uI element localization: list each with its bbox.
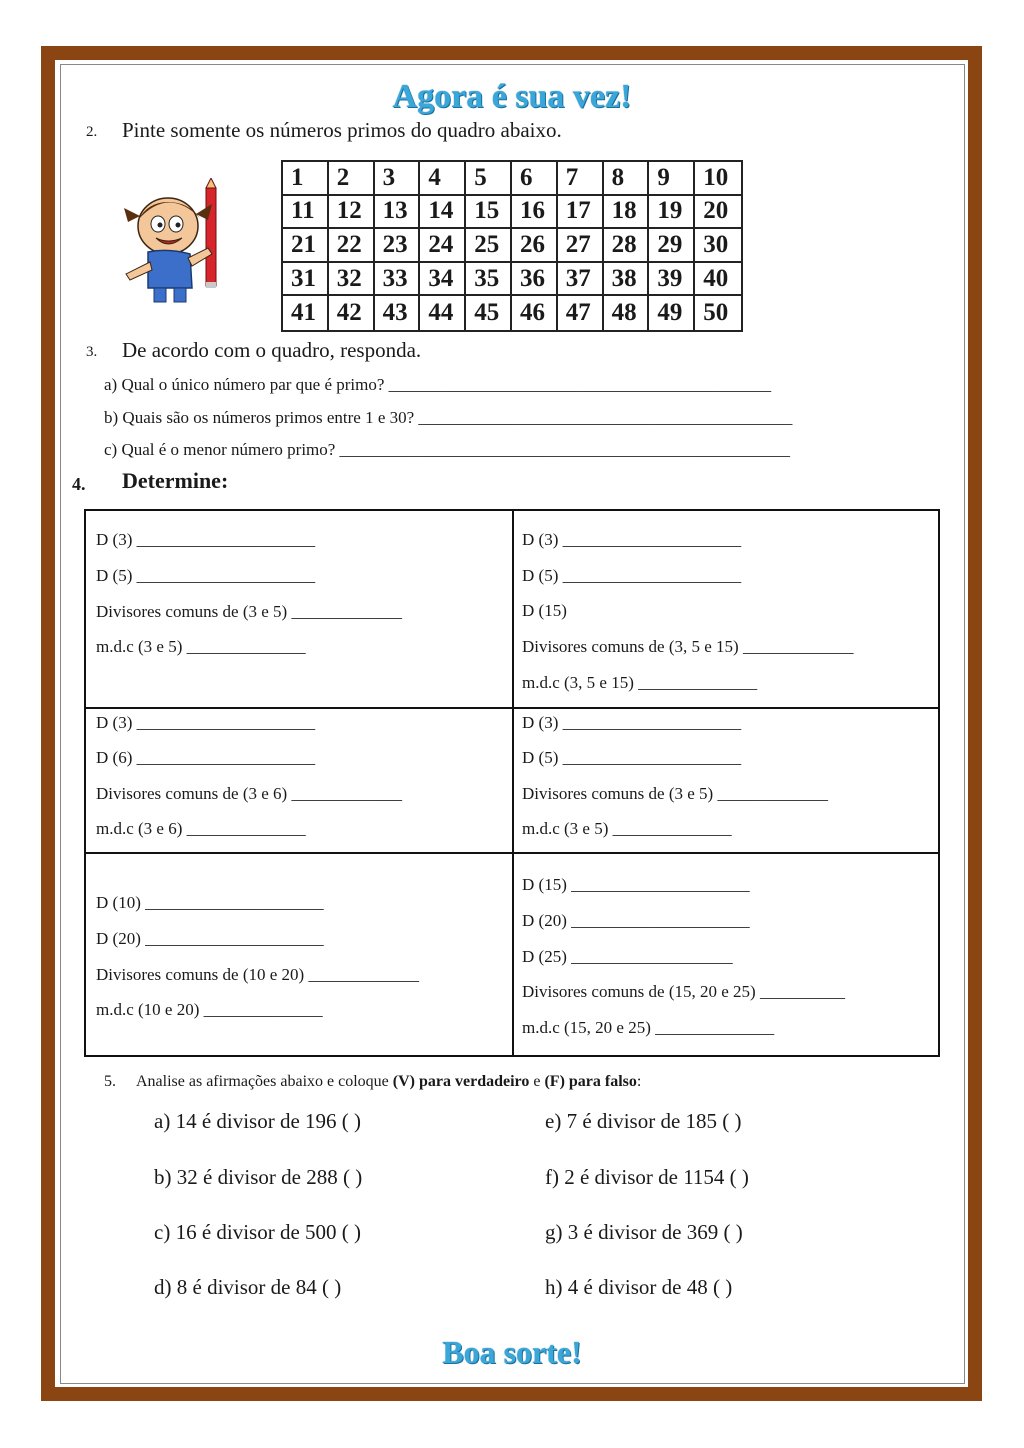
- q5-item-b: b) 32 é divisor de 288 ( ): [154, 1165, 363, 1189]
- grid-number-cell: 1: [283, 162, 327, 194]
- grid-number-cell: 24: [420, 229, 464, 261]
- q5-item-h: h) 4 é divisor de 48 ( ): [545, 1275, 733, 1299]
- q3-item-a: a) Qual o único número par que é primo? _____________________________________________: [104, 375, 772, 394]
- q4-number: 4.: [72, 474, 86, 494]
- grid-number-cell: 10: [695, 162, 741, 194]
- cell-6-line-5: m.d.c (15, 20 e 25) ______________: [522, 1018, 775, 1037]
- girl-with-pencil-illustration: [118, 178, 238, 308]
- grid-number-cell: 23: [375, 229, 419, 261]
- grid-number-cell: 5: [466, 162, 510, 194]
- grid-number-cell: 3: [375, 162, 419, 194]
- grid-number-cell: 8: [604, 162, 648, 194]
- cell-1-line-3: Divisores comuns de (3 e 5) _____________: [96, 602, 402, 621]
- q5-text-pre: Analise as afirmações abaixo e coloque: [136, 1073, 393, 1090]
- grid-number-cell: 32: [329, 263, 373, 295]
- grid-number-cell: 21: [283, 229, 327, 261]
- grid-number-cell: 45: [466, 296, 510, 330]
- grid-number-cell: 18: [604, 196, 648, 228]
- grid-number-cell: 2: [329, 162, 373, 194]
- grid-number-cell: 38: [604, 263, 648, 295]
- grid-number-cell: 37: [558, 263, 602, 295]
- grid-number-cell: 26: [512, 229, 556, 261]
- q5-text-f: (F) para falso: [544, 1073, 637, 1090]
- grid-number-cell: 47: [558, 296, 602, 330]
- cell-6-line-4: Divisores comuns de (15, 20 e 25) __________: [522, 982, 845, 1001]
- grid-number-cell: 50: [695, 296, 741, 330]
- q3-item-c: c) Qual é o menor número primo? _____________________________________________________: [104, 440, 791, 459]
- grid-number-cell: 44: [420, 296, 464, 330]
- q5-item-a: a) 14 é divisor de 196 ( ): [154, 1109, 362, 1133]
- q5-instruction: [136, 1073, 641, 1091]
- cell-3-line-1: D (3) _____________________: [96, 713, 316, 732]
- footer-message: Boa sorte!: [442, 1334, 582, 1370]
- q2-number: 2.: [86, 124, 98, 140]
- q5-item-c: c) 16 é divisor de 500 ( ): [154, 1220, 362, 1244]
- grid-number-cell: 39: [649, 263, 693, 295]
- grid-number-cell: 25: [466, 229, 510, 261]
- cell-6-line-3: D (25) ___________________: [522, 947, 733, 966]
- grid-number-cell: 6: [512, 162, 556, 194]
- table-divider-vertical: [512, 511, 514, 1055]
- q3-text: De acordo com o quadro, responda.: [122, 338, 422, 362]
- grid-number-cell: 42: [329, 296, 373, 330]
- grid-number-cell: 12: [329, 196, 373, 228]
- table-divider-row2: [86, 852, 938, 854]
- page-title: Agora é sua vez!: [392, 78, 632, 115]
- cell-5-line-1: D (10) _____________________: [96, 893, 324, 912]
- cell-1-line-1: D (3) _____________________: [96, 530, 316, 549]
- q3-item-b: b) Quais são os números primos entre 1 e 30? ____________________________________________: [104, 408, 793, 427]
- cell-3-line-4: m.d.c (3 e 6) ______________: [96, 819, 306, 838]
- grid-number-cell: 19: [649, 196, 693, 228]
- grid-number-cell: 35: [466, 263, 510, 295]
- grid-number-cell: 22: [329, 229, 373, 261]
- cell-6-line-1: D (15) _____________________: [522, 875, 750, 894]
- q5-item-f: f) 2 é divisor de 1154 ( ): [545, 1165, 749, 1189]
- grid-number-cell: 31: [283, 263, 327, 295]
- grid-number-cell: 16: [512, 196, 556, 228]
- grid-number-cell: 30: [695, 229, 741, 261]
- q5-text-mid: e: [529, 1073, 545, 1090]
- cell-1-line-2: D (5) _____________________: [96, 566, 316, 585]
- q5-text-end: :: [636, 1073, 642, 1090]
- table-divider-row1: [86, 707, 938, 709]
- grid-number-cell: 14: [420, 196, 464, 228]
- grid-number-cell: 48: [604, 296, 648, 330]
- grid-number-cell: 41: [283, 296, 327, 330]
- cell-5-line-3: Divisores comuns de (10 e 20) _____________: [96, 965, 419, 984]
- q5-item-g: g) 3 é divisor de 369 ( ): [545, 1220, 743, 1244]
- cell-2-line-5: m.d.c (3, 5 e 15) ______________: [522, 673, 758, 692]
- q5-number: 5.: [104, 1073, 116, 1090]
- grid-number-cell: 4: [420, 162, 464, 194]
- cell-4-line-2: D (5) _____________________: [522, 748, 742, 767]
- cell-4-line-1: D (3) _____________________: [522, 713, 742, 732]
- cell-5-line-2: D (20) _____________________: [96, 929, 324, 948]
- q2-text: Pinte somente os números primos do quadro abaixo.: [122, 118, 562, 142]
- cell-3-line-2: D (6) _____________________: [96, 748, 316, 767]
- grid-number-cell: 29: [649, 229, 693, 261]
- cell-2-line-3: D (15): [522, 601, 567, 620]
- grid-number-cell: 11: [283, 196, 327, 228]
- grid-number-cell: 9: [649, 162, 693, 194]
- grid-number-cell: 46: [512, 296, 556, 330]
- grid-number-cell: 28: [604, 229, 648, 261]
- grid-number-cell: 15: [466, 196, 510, 228]
- grid-number-cell: 36: [512, 263, 556, 295]
- q5-item-d: d) 8 é divisor de 84 ( ): [154, 1275, 342, 1299]
- cell-4-line-3: Divisores comuns de (3 e 5) _____________: [522, 784, 828, 803]
- q4-text: Determine:: [122, 468, 229, 493]
- grid-number-cell: 27: [558, 229, 602, 261]
- cell-6-line-2: D (20) _____________________: [522, 911, 750, 930]
- grid-number-cell: 13: [375, 196, 419, 228]
- grid-number-cell: 40: [695, 263, 741, 295]
- grid-number-cell: 34: [420, 263, 464, 295]
- q5-item-e: e) 7 é divisor de 185 ( ): [545, 1109, 742, 1133]
- q3-number: 3.: [86, 344, 98, 360]
- cell-5-line-4: m.d.c (10 e 20) ______________: [96, 1000, 323, 1019]
- grid-number-cell: 33: [375, 263, 419, 295]
- numbers-grid: [281, 160, 743, 332]
- cell-4-line-4: m.d.c (3 e 5) ______________: [522, 819, 732, 838]
- cell-2-line-1: D (3) _____________________: [522, 530, 742, 549]
- cell-1-line-4: m.d.c (3 e 5) ______________: [96, 637, 306, 656]
- grid-number-cell: 49: [649, 296, 693, 330]
- q5-text-v: (V) para verdadeiro: [392, 1073, 530, 1090]
- grid-number-cell: 20: [695, 196, 741, 228]
- grid-number-cell: 43: [375, 296, 419, 330]
- cell-2-line-4: Divisores comuns de (3, 5 e 15) _____________: [522, 637, 854, 656]
- cell-2-line-2: D (5) _____________________: [522, 566, 742, 585]
- grid-number-cell: 7: [558, 162, 602, 194]
- grid-number-cell: 17: [558, 196, 602, 228]
- cell-3-line-3: Divisores comuns de (3 e 6) _____________: [96, 784, 402, 803]
- divisors-table: [84, 509, 940, 1057]
